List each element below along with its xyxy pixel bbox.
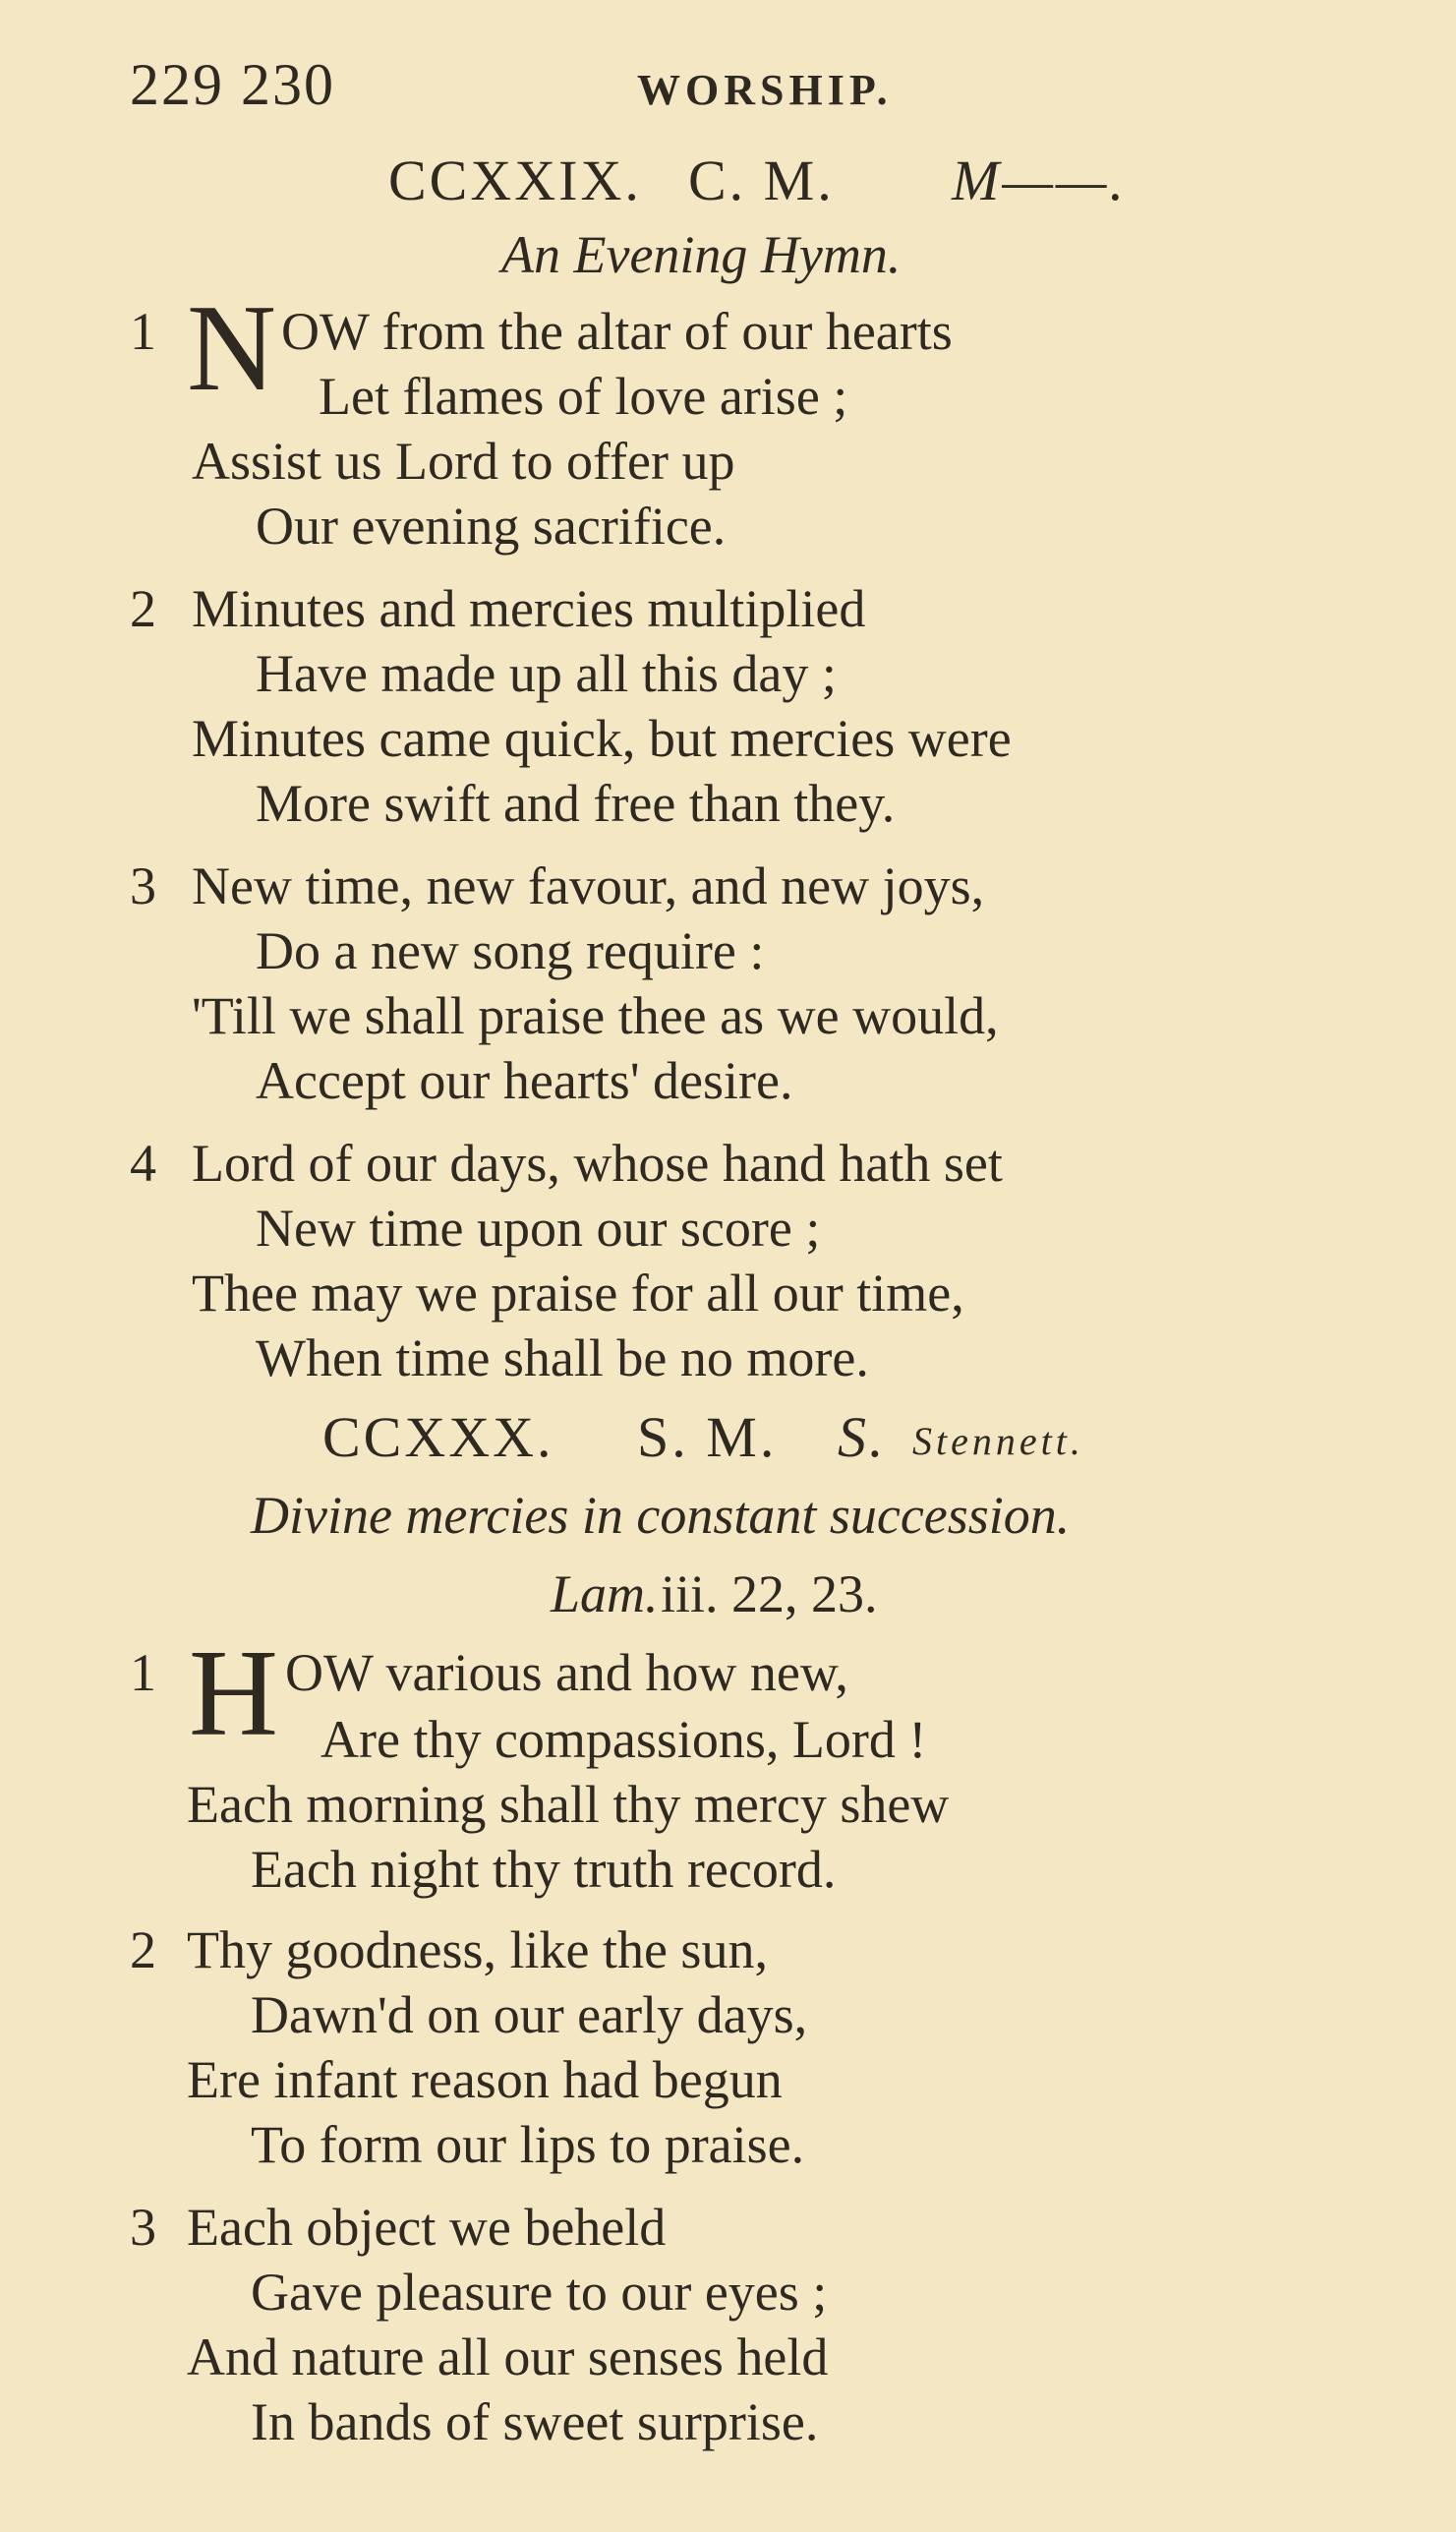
verse-line: Accept our hearts' desire.	[256, 1051, 793, 1110]
verse-line: OW from the altar of our hearts	[281, 302, 953, 361]
verse-line: Assist us Lord to offer up	[192, 432, 735, 491]
verse-line: Our evening sacrifice.	[256, 497, 727, 556]
verse-line: When time shall be no more.	[256, 1328, 869, 1387]
verse-line: And nature all our senses held	[187, 2327, 829, 2386]
drop-cap: N	[187, 280, 276, 417]
verse-line: Ere infant reason had begun	[187, 2050, 783, 2109]
hymn-230-author-initial: S.	[838, 1405, 887, 1469]
stanza-number: 2	[130, 579, 156, 638]
stanza-number: 3	[130, 2198, 156, 2257]
hymn-230-author-name: Stennett.	[912, 1419, 1084, 1463]
verse-line: Gave pleasure to our eyes ;	[251, 2263, 828, 2322]
verse-line: Minutes came quick, but mercies were	[192, 709, 1012, 768]
verse-line: Lord of our days, whose hand hath set	[192, 1134, 1003, 1193]
verse-line: Thee may we praise for all our time,	[192, 1264, 964, 1323]
verse-line: In bands of sweet surprise.	[251, 2392, 819, 2451]
hymn-230-number: CCXXX.	[322, 1405, 554, 1469]
drop-cap: H	[189, 1625, 278, 1762]
hymn-229-author: M——.	[952, 148, 1127, 212]
scripture-reference: iii. 22, 23.	[661, 1564, 878, 1623]
verse-line: Each night thy truth record.	[251, 1840, 837, 1899]
verse-line: Minutes and mercies multiplied	[192, 579, 866, 638]
verse-line: Do a new song require :	[256, 921, 765, 980]
stanza-number: 2	[130, 1920, 156, 1979]
hymn-230-meter: S. M.	[637, 1405, 778, 1469]
hymn-229-number: CCXXIX.	[388, 148, 642, 212]
verse-line: Dawn'd on our early days,	[251, 1985, 808, 2044]
hymn-229-meter: C. M.	[688, 148, 835, 212]
verse-line: Thy goodness, like the sun,	[187, 1920, 768, 1979]
stanza-number: 1	[130, 1643, 156, 1702]
verse-line: To form our lips to praise.	[251, 2115, 805, 2174]
running-head: WORSHIP.	[637, 66, 893, 114]
scripture-book: Lam.	[551, 1564, 659, 1623]
hymn-229-title: An Evening Hymn.	[501, 225, 902, 284]
verse-line: New time, new favour, and new joys,	[192, 856, 985, 915]
verse-line: Each morning shall thy mercy shew	[187, 1775, 950, 1834]
stanza-number: 4	[130, 1134, 156, 1193]
verse-line: Are thy compassions, Lord !	[320, 1710, 927, 1769]
verse-line: Have made up all this day ;	[256, 644, 837, 703]
verse-line: 'Till we shall praise thee as we would,	[192, 986, 999, 1045]
stanza-number: 1	[130, 302, 156, 361]
verse-line: New time upon our score ;	[256, 1199, 821, 1258]
verse-line: Each object we beheld	[187, 2198, 667, 2257]
verse-line: Let flames of love arise ;	[319, 367, 848, 426]
verse-line: More swift and free than they.	[256, 774, 896, 833]
page-numbers: 229 230	[130, 52, 335, 117]
hymn-230-title: Divine mercies in constant succession.	[251, 1486, 1071, 1545]
stanza-number: 3	[130, 856, 156, 915]
verse-line: OW various and how new,	[285, 1643, 848, 1702]
